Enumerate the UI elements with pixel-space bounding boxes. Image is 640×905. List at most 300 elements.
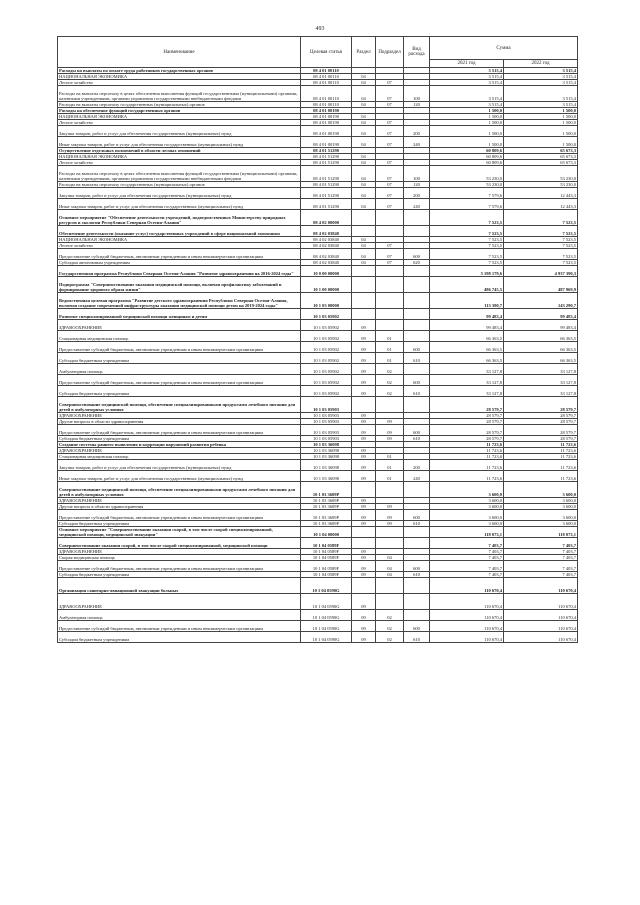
cell-code: 10 1 03 05903 (301, 413, 352, 419)
cell-section (352, 527, 376, 538)
cell-year2: 110 670,4 (504, 610, 578, 621)
cell-year2: 487 969,9 (504, 277, 578, 293)
table-row (58, 538, 578, 549)
cell-code: 08 4 01 00190 (301, 114, 352, 120)
cell-name: Субсидии бюджетным учреждениям (58, 386, 301, 397)
cell-code: 10 1 03 3609Р (301, 498, 352, 504)
cell-year2: 3 515,4 (504, 68, 578, 74)
cell-name: Предоставление субсидий бюджетным, автономным учреждениям и иным некоммерческим организациям (58, 249, 301, 260)
cell-year1: 1 500,0 (430, 120, 504, 126)
cell-code: 10 1 03 05903 (301, 397, 352, 413)
cell-year2: 11 723,6 (504, 442, 578, 448)
cell-section: 04 (352, 154, 376, 160)
cell-year1: 7 523,5 (430, 260, 504, 266)
cell-year1: 110 670,4 (430, 621, 504, 632)
cell-name: Основное мероприятие "Совершенствование оказания скорой, в том числе скорой специализированной, медицинской помощи, медицинской эвакуации" (58, 527, 301, 538)
cell-code: 08 4 01 51290 (301, 182, 352, 188)
cell-year2: 110 670,4 (504, 578, 578, 594)
cell-year1: 99 483,4 (430, 309, 504, 320)
cell-subsection: 07 (376, 160, 404, 166)
cell-year2: 3 600,0 (504, 482, 578, 498)
cell-name: Субсидии бюджетным учреждениям (58, 632, 301, 643)
cell-year1: 66 363,5 (430, 342, 504, 353)
cell-year1: 3 515,4 (430, 68, 504, 74)
cell-expense-type: 120 (404, 102, 430, 108)
cell-name: Развитие специализированной медицинской помощи женщинам и детям (58, 309, 301, 320)
table-row (58, 364, 578, 375)
cell-code: 10 1 04 0590G (301, 610, 352, 621)
table-row (58, 561, 578, 572)
cell-expense-type (404, 397, 430, 413)
cell-year1: 3 515,4 (430, 74, 504, 80)
cell-section: 04 (352, 243, 376, 249)
cell-code: 08 4 02 03840 (301, 237, 352, 243)
cell-expense-type (404, 578, 430, 594)
table-row (58, 249, 578, 260)
cell-expense-type: 610 (404, 436, 430, 442)
cell-year1: 1 500,0 (430, 126, 504, 137)
cell-year1: 1 500,0 (430, 137, 504, 148)
cell-code: 10 1 03 05902 (301, 364, 352, 375)
cell-name: Субсидии бюджетным учреждениям (58, 572, 301, 578)
table-row (58, 199, 578, 210)
cell-year2: 3 515,4 (504, 74, 578, 80)
header-code: Целевая статья (301, 37, 352, 68)
cell-year1: 110 670,4 (430, 632, 504, 643)
cell-year1: 5 198 179,6 (430, 266, 504, 277)
cell-name: ЗДРАВООХРАНЕНИЕ (58, 448, 301, 454)
cell-subsection (376, 210, 404, 226)
cell-code: 08 4 01 51290 (301, 199, 352, 210)
cell-section: 04 (352, 237, 376, 243)
cell-section (352, 293, 376, 309)
cell-year1: 3 515,4 (430, 80, 504, 86)
cell-expense-type: 610 (404, 521, 430, 527)
cell-year2: 3 600,0 (504, 510, 578, 521)
header-section: Раздел (352, 37, 376, 68)
cell-name: ЗДРАВООХРАНЕНИЕ (58, 498, 301, 504)
page-number: 493 (315, 26, 325, 32)
cell-subsection: 02 (376, 386, 404, 397)
cell-code: 08 4 01 51290 (301, 166, 352, 182)
cell-name: Расходы на выплаты персоналу государственных (муниципальных) органов (58, 102, 301, 108)
cell-expense-type: 240 (404, 137, 430, 148)
cell-section: 04 (352, 120, 376, 126)
cell-name: Стационарная медицинская помощь (58, 454, 301, 460)
cell-expense-type: 100 (404, 166, 430, 182)
cell-name: НАЦИОНАЛЬНАЯ ЭКОНОМИКА (58, 237, 301, 243)
cell-name: Предоставление субсидий бюджетным, автономным учреждениям и иным некоммерческим организациям (58, 621, 301, 632)
cell-year1: 3 515,4 (430, 102, 504, 108)
cell-year1: 33 127,8 (430, 364, 504, 375)
cell-name: НАЦИОНАЛЬНАЯ ЭКОНОМИКА (58, 114, 301, 120)
cell-subsection: 01 (376, 342, 404, 353)
cell-subsection: 07 (376, 260, 404, 266)
cell-code: 10 1 03 36098 (301, 454, 352, 460)
cell-subsection (376, 397, 404, 413)
cell-subsection: 09 (376, 521, 404, 527)
cell-year1: 110 670,4 (430, 594, 504, 610)
cell-code: 10 1 03 05902 (301, 353, 352, 364)
cell-section: 09 (352, 448, 376, 454)
cell-code: 08 4 01 00110 (301, 102, 352, 108)
cell-section: 04 (352, 137, 376, 148)
cell-subsection: 07 (376, 120, 404, 126)
cell-code: 08 4 01 00110 (301, 86, 352, 102)
cell-year1: 7 523,5 (430, 226, 504, 237)
cell-name: Другие вопросы в области здравоохранения (58, 504, 301, 510)
cell-section (352, 538, 376, 549)
cell-code: 10 1 04 0590G (301, 594, 352, 610)
cell-name: Амбулаторная помощь (58, 364, 301, 375)
cell-section: 09 (352, 375, 376, 386)
cell-section (352, 266, 376, 277)
table-row (58, 148, 578, 154)
cell-subsection: 02 (376, 632, 404, 643)
cell-year2: 7 523,5 (504, 226, 578, 237)
cell-year1: 28 579,7 (430, 425, 504, 436)
budget-table (57, 36, 578, 643)
cell-name: Основное мероприятие "Обеспечение деятельности учреждений, подведомственных Министерству природных ресурсов и экологии Республики Северная Осетия-Алания" (58, 210, 301, 226)
cell-name: Субсидии автономным учреждениям (58, 260, 301, 266)
cell-code: 08 4 01 51290 (301, 148, 352, 154)
cell-year2: 110 670,4 (504, 621, 578, 632)
cell-year1: 7 403,7 (430, 549, 504, 555)
cell-year2: 7 403,7 (504, 538, 578, 549)
cell-name: Другие вопросы в области здравоохранения (58, 419, 301, 425)
cell-year2: 7 523,5 (504, 210, 578, 226)
cell-name: Лесное хозяйство (58, 80, 301, 86)
table-row (58, 188, 578, 199)
cell-section (352, 210, 376, 226)
cell-subsection: 01 (376, 460, 404, 471)
cell-code: 08 4 02 00000 (301, 210, 352, 226)
cell-year2: 143 290,7 (504, 293, 578, 309)
cell-expense-type: 240 (404, 471, 430, 482)
cell-code: 08 4 02 03840 (301, 243, 352, 249)
cell-name: Амбулаторная помощь (58, 610, 301, 621)
cell-year2: 11 723,6 (504, 448, 578, 454)
cell-name: Субсидии бюджетным учреждениям (58, 521, 301, 527)
cell-section: 04 (352, 102, 376, 108)
cell-year2: 12 443,3 (504, 188, 578, 199)
cell-name: Скорая медицинская помощь (58, 555, 301, 561)
cell-name: Иные закупки товаров, работ и услуг для обеспечения государственных (муниципальных) нужд (58, 471, 301, 482)
cell-year2: 1 500,0 (504, 108, 578, 114)
cell-subsection: 09 (376, 510, 404, 521)
table-row (58, 108, 578, 114)
cell-section: 04 (352, 182, 376, 188)
cell-year2: 11 723,6 (504, 454, 578, 460)
cell-code: 08 4 01 00110 (301, 80, 352, 86)
cell-expense-type (404, 331, 430, 342)
cell-code: 10 1 00 00000 (301, 277, 352, 293)
cell-expense-type: 610 (404, 632, 430, 643)
cell-year1: 11 723,6 (430, 448, 504, 454)
cell-name: НАЦИОНАЛЬНАЯ ЭКОНОМИКА (58, 74, 301, 80)
cell-section: 09 (352, 555, 376, 561)
cell-subsection: 07 (376, 182, 404, 188)
cell-year2: 7 403,7 (504, 555, 578, 561)
cell-section: 09 (352, 521, 376, 527)
cell-subsection: 09 (376, 504, 404, 510)
cell-name: Предоставление субсидий бюджетным, автономным учреждениям и иным некоммерческим организациям (58, 342, 301, 353)
cell-section (352, 578, 376, 594)
cell-subsection: 07 (376, 86, 404, 102)
cell-code: 10 1 03 3609Р (301, 521, 352, 527)
cell-name: Стационарная медицинская помощь (58, 331, 301, 342)
table-row (58, 320, 578, 331)
table-row (58, 266, 578, 277)
cell-subsection (376, 266, 404, 277)
cell-subsection: 02 (376, 610, 404, 621)
cell-subsection: 07 (376, 199, 404, 210)
cell-expense-type: 610 (404, 353, 430, 364)
cell-year1: 7 523,5 (430, 210, 504, 226)
cell-code: 10 1 03 05902 (301, 309, 352, 320)
table-row (58, 309, 578, 320)
cell-year1: 7 403,7 (430, 561, 504, 572)
cell-year1: 53 230,0 (430, 182, 504, 188)
cell-name: Расходы на обеспечение функций государственных органов (58, 108, 301, 114)
cell-section: 09 (352, 460, 376, 471)
cell-name: Расходы на выплаты персоналу государственных (муниципальных) органов (58, 182, 301, 188)
cell-code: 08 4 02 03840 (301, 260, 352, 266)
cell-code: 08 4 01 00190 (301, 126, 352, 137)
cell-name: Иные закупки товаров, работ и услуг для обеспечения государственных (муниципальных) нужд (58, 199, 301, 210)
cell-section: 04 (352, 199, 376, 210)
cell-section: 04 (352, 74, 376, 80)
cell-subsection: 02 (376, 621, 404, 632)
table-row (58, 342, 578, 353)
cell-subsection (376, 277, 404, 293)
cell-name: Лесное хозяйство (58, 160, 301, 166)
cell-code: 10 1 04 0589F (301, 555, 352, 561)
cell-expense-type (404, 210, 430, 226)
cell-year1: 113 390,7 (430, 293, 504, 309)
cell-section: 09 (352, 594, 376, 610)
cell-section (352, 226, 376, 237)
cell-section: 09 (352, 386, 376, 397)
cell-year2: 28 579,7 (504, 436, 578, 442)
cell-year1: 7 523,5 (430, 243, 504, 249)
cell-year2: 118 073,1 (504, 527, 578, 538)
cell-name: Иные закупки товаров, работ и услуг для обеспечения государственных (муниципальных) нужд (58, 137, 301, 148)
cell-section: 09 (352, 419, 376, 425)
cell-subsection: 04 (376, 555, 404, 561)
cell-year2: 1 500,0 (504, 114, 578, 120)
cell-name: Расходы на выплаты по оплате труда работников государственных органов (58, 68, 301, 74)
cell-year1: 110 670,4 (430, 578, 504, 594)
cell-expense-type (404, 293, 430, 309)
cell-year1: 7 579,6 (430, 188, 504, 199)
cell-subsection: 07 (376, 80, 404, 86)
cell-section: 09 (352, 549, 376, 555)
cell-year1: 3 600,0 (430, 498, 504, 504)
table-row (58, 482, 578, 498)
cell-subsection: 04 (376, 561, 404, 572)
cell-year2: 3 515,4 (504, 86, 578, 102)
cell-code: 08 4 01 51290 (301, 188, 352, 199)
cell-code: 10 1 04 00000 (301, 527, 352, 538)
cell-year1: 118 073,1 (430, 527, 504, 538)
cell-year2: 65 673,3 (504, 154, 578, 160)
cell-year2: 99 483,4 (504, 320, 578, 331)
table-row (58, 621, 578, 632)
table-row (58, 137, 578, 148)
cell-year2: 66 363,5 (504, 342, 578, 353)
cell-year2: 1 500,0 (504, 126, 578, 137)
cell-year2: 12 443,3 (504, 199, 578, 210)
cell-expense-type: 600 (404, 510, 430, 521)
table-row (58, 425, 578, 436)
cell-name: Совершенствование оказания скорой, в том числе скорой специализированной, медицинской помощи (58, 538, 301, 549)
cell-year2: 7 403,7 (504, 561, 578, 572)
table-row (58, 226, 578, 237)
cell-name: Совершенствование медицинской помощи, обеспечение специализированными продуктами лечебного питания для детей в амбулаторных условиях (58, 397, 301, 413)
cell-code: 10 1 04 0589F (301, 561, 352, 572)
cell-year1: 7 523,5 (430, 237, 504, 243)
cell-section: 09 (352, 471, 376, 482)
table-row (58, 594, 578, 610)
cell-year2: 28 579,7 (504, 425, 578, 436)
cell-year2: 1 500,0 (504, 120, 578, 126)
cell-code: 10 1 03 05903 (301, 436, 352, 442)
cell-code: 10 1 04 0590G (301, 578, 352, 594)
cell-name: НАЦИОНАЛЬНАЯ ЭКОНОМИКА (58, 154, 301, 160)
cell-name: Расходы на выплаты персоналу в целях обеспечения выполнения функций государственными (муниципальными) органами, казенными учреждениями, органами управления государственными внебюджетными фондами (58, 166, 301, 182)
cell-year1: 28 579,7 (430, 413, 504, 419)
header-year1: 2021 год (430, 60, 504, 68)
cell-section: 09 (352, 436, 376, 442)
cell-expense-type (404, 594, 430, 610)
cell-subsection: 07 (376, 102, 404, 108)
cell-code: 10 1 03 05902 (301, 320, 352, 331)
cell-name: ЗДРАВООХРАНЕНИЕ (58, 594, 301, 610)
cell-code: 08 4 01 00190 (301, 108, 352, 114)
cell-expense-type: 200 (404, 126, 430, 137)
cell-code: 10 1 04 0590G (301, 621, 352, 632)
cell-name: Субсидии бюджетным учреждениям (58, 436, 301, 442)
cell-year2: 7 403,7 (504, 549, 578, 555)
cell-name: ЗДРАВООХРАНЕНИЕ (58, 549, 301, 555)
cell-expense-type: 600 (404, 375, 430, 386)
cell-subsection (376, 226, 404, 237)
cell-expense-type (404, 364, 430, 375)
cell-year2: 3 600,0 (504, 504, 578, 510)
cell-year1: 1 500,0 (430, 108, 504, 114)
cell-code: 10 1 03 05902 (301, 386, 352, 397)
cell-subsection: 02 (376, 364, 404, 375)
cell-subsection: 07 (376, 249, 404, 260)
cell-section (352, 277, 376, 293)
cell-subsection (376, 594, 404, 610)
cell-name: Закупка товаров, работ и услуг для обеспечения государственных (муниципальных) нужд (58, 460, 301, 471)
cell-code: 08 4 01 00110 (301, 74, 352, 80)
cell-expense-type (404, 527, 430, 538)
cell-section: 09 (352, 425, 376, 436)
cell-year2: 99 483,4 (504, 309, 578, 320)
cell-code: 08 4 02 03840 (301, 249, 352, 260)
cell-subsection: 01 (376, 331, 404, 342)
cell-year2: 7 523,5 (504, 243, 578, 249)
cell-subsection: 07 (376, 243, 404, 249)
cell-name: Лесное хозяйство (58, 120, 301, 126)
cell-year2: 3 515,4 (504, 80, 578, 86)
cell-section: 09 (352, 353, 376, 364)
cell-name: Предоставление субсидий бюджетным, автономным учреждениям и иным некоммерческим организациям (58, 510, 301, 521)
cell-year1: 99 483,4 (430, 320, 504, 331)
table-row (58, 353, 578, 364)
table-row (58, 277, 578, 293)
cell-year2: 11 723,6 (504, 471, 578, 482)
cell-name: Создание системы раннего выявления и коррекции нарушений развития ребенка (58, 442, 301, 448)
cell-name: Расходы на выплаты персоналу в целях обеспечения выполнения функций государственными (муниципальными) органами, казенными учреждениями, органами управления государственными внебюджетными фондами (58, 86, 301, 102)
cell-expense-type (404, 266, 430, 277)
cell-section: 09 (352, 331, 376, 342)
cell-name: Предоставление субсидий бюджетным, автономным учреждениям и иным некоммерческим организациям (58, 375, 301, 386)
cell-subsection (376, 578, 404, 594)
cell-subsection: 09 (376, 419, 404, 425)
cell-name: Организация санитарно-авиационной эвакуации больных (58, 578, 301, 594)
cell-subsection: 07 (376, 137, 404, 148)
cell-expense-type (404, 538, 430, 549)
cell-year2: 65 673,3 (504, 160, 578, 166)
cell-year2: 33 127,8 (504, 375, 578, 386)
table-row (58, 375, 578, 386)
header-sum: Сумма (430, 37, 578, 60)
cell-expense-type (404, 226, 430, 237)
cell-year2: 4 937 390,3 (504, 266, 578, 277)
cell-expense-type (404, 610, 430, 621)
cell-year2: 7 523,5 (504, 260, 578, 266)
table-row (58, 578, 578, 594)
cell-year1: 1 500,0 (430, 114, 504, 120)
cell-expense-type: 120 (404, 182, 430, 188)
table-body (58, 68, 578, 643)
cell-year1: 66 363,5 (430, 353, 504, 364)
cell-year2: 3 515,4 (504, 102, 578, 108)
cell-expense-type: 600 (404, 621, 430, 632)
table-row (58, 386, 578, 397)
cell-section: 09 (352, 498, 376, 504)
table-row (58, 510, 578, 521)
cell-section: 09 (352, 504, 376, 510)
cell-year1: 3 600,0 (430, 521, 504, 527)
cell-section: 09 (352, 510, 376, 521)
cell-year2: 7 523,5 (504, 249, 578, 260)
table-row (58, 126, 578, 137)
cell-code: 10 1 04 0590G (301, 632, 352, 643)
cell-year1: 60 809,6 (430, 154, 504, 160)
cell-section: 09 (352, 561, 376, 572)
cell-code: 10 0 00 00000 (301, 266, 352, 277)
cell-year1: 3 600,0 (430, 482, 504, 498)
cell-name: Субсидии бюджетным учреждениям (58, 353, 301, 364)
cell-code: 10 1 03 3609Р (301, 510, 352, 521)
cell-subsection (376, 527, 404, 538)
cell-code: 10 1 03 36098 (301, 448, 352, 454)
cell-section: 09 (352, 342, 376, 353)
cell-name: Предоставление субсидий бюджетным, автономным учреждениям и иным некоммерческим организациям (58, 561, 301, 572)
table-header (58, 37, 578, 68)
cell-year2: 7 523,5 (504, 237, 578, 243)
cell-code: 10 1 04 0589F (301, 538, 352, 549)
cell-subsection: 01 (376, 471, 404, 482)
table-row (58, 504, 578, 510)
cell-year1: 28 579,7 (430, 419, 504, 425)
cell-year2: 66 363,5 (504, 331, 578, 342)
